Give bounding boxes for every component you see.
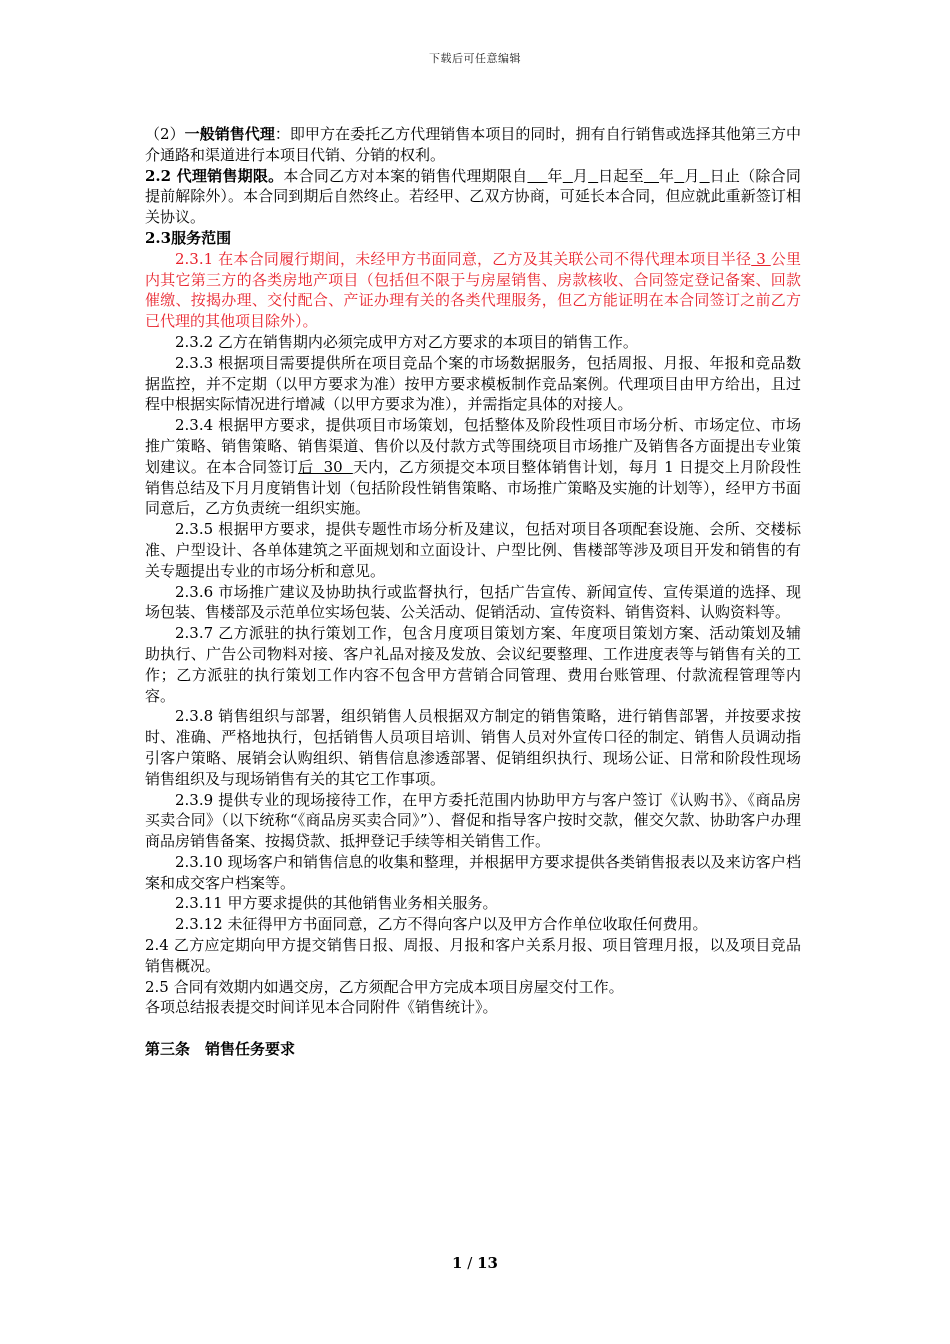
clause-general-agency: （2）一般销售代理：即甲方在委托乙方代理销售本项目的同时，拥有自行销售或选择其他第三方中介通路和渠道进行本项目代销、分销的权利。 [145,125,801,164]
blank-start-year [527,167,547,185]
clause-2-3-9: 2.3.9 提供专业的现场接待工作，在甲方委托范围内协助甲方与客户签订《认购书》、《商品房买卖合同》（以下统称“《商品房买卖合同》”）、督促和指导客户按时交款，催交欠款、协助客户办理商品房销售备案、按揭贷款、抵押登记手续等相关销售工作。 [145,790,801,851]
clause-2-3-12: 2.3.12 未征得甲方书面同意，乙方不得向客户以及甲方合作单位收取任何费用。 [175,915,708,934]
clause-2-3-6: 2.3.6 市场推广建议及协助执行或监督执行，包括广告宣传、新闻宣传、宣传渠道的选择、现场包装、售楼部及示范单位实场包装、公关活动、促销活动、宣传资料、销售资料、认购资料等。 [145,582,801,622]
clause-2-5: 2.5 合同有效期内如遇交房，乙方须配合甲方完成本项目房屋交付工作。 [145,977,624,996]
heading-2-3: 2.3服务范围 [145,228,232,247]
blank-end-month [674,167,684,185]
blank-line [145,1018,801,1039]
blank-start-day [588,167,598,185]
clause-2-3-1: 2.3.1 在本合同履行期间，未经甲方书面同意，乙方及其关联公司不得代理本项目半径 3 公里内其它第三方的各类房地产项目（包括但不限于与房屋销售、房款核收、合同签定登记备案、回款催缴、按揭办理、交付配合、产证办理有关的各类代理服务，但乙方能证明在本合同签订之前乙方已代理的其他项目除外）。 [145,249,801,331]
clause-2-3-11: 2.3.11 甲方要求提供的其他销售业务相关服务。 [175,894,498,913]
page-current: 1 [452,1254,463,1272]
page-header: 下载后可任意编辑 [429,52,521,65]
page-separator: / [462,1254,478,1272]
clause-2-4: 2.4 乙方应定期向甲方提交销售日报、周报、月报和客户关系月报、项目管理月报，以及项目竞品销售概况。 [145,936,801,975]
clause-2-3-3: 2.3.3 根据项目需要提供所在项目竞品个案的市场数据服务，包括周报、月报、年报和竞品数据监控，并不定期（以甲方要求为准）按甲方要求模板制作竞品案例。代理项目由甲方给出，且过程中根据实际情况进行增减（以甲方要求为准），并需指定具体的对接人。 [145,353,801,414]
clause-2-2: 2.2 代理销售期限。本合同乙方对本案的销售代理期限自 年 月 日起至 年 月 日止（除合同提前解除外）。本合同到期后自然终止。若经甲、乙双方协商，可延长本合同，但应就此重新签订相关协议。 [145,166,801,227]
days-value: 后 30 [298,457,353,476]
blank-start-month [563,167,573,185]
heading-2-2: 2.2 代理销售期限。 [145,166,284,185]
clause-2-3-10: 2.3.10 现场客户和销售信息的收集和整理，并根据甲方要求提供各类销售报表以及来访客户档案和成交客户档案等。 [145,852,801,892]
heading-article-3: 第三条 销售任务要求 [145,1040,296,1059]
blank-end-year [644,167,659,185]
page-total: 13 [477,1254,498,1272]
clause-2-3-7: 2.3.7 乙方派驻的执行策划工作，包含月度项目策划方案、年度项目策划方案、活动策划及辅助执行、广告公司物料对接、客户礼品对接及发放、会议纪要整理、工作进度表等与销售有关的工作；乙方派驻的执行策划工作内容不包含甲方营销合同管理、费用台账管理、付款流程管理等内容。 [145,624,801,705]
clause-2-3-8: 2.3.8 销售组织与部署，组织销售人员根据双方制定的销售策略，进行销售部署，并按要求按时、准确、严格地执行，包括销售人员项目培训、销售人员对外宣传口径的制定、销售人员调动指引客户策略、展销会认购组织、销售信息渗透部署、促销组织执行、现场公证、日常和阶段性现场销售组织及与现场销售有关的其它工作事项。 [145,707,801,788]
document-body [145,124,801,1060]
report-note: 各项总结报表提交时间详见本合同附件《销售统计》。 [145,998,498,1017]
term-general-agency: 一般销售代理 [184,125,275,143]
clause-2-3-5: 2.3.5 根据甲方要求，提供专题性市场分析及建议，包括对项目各项配套设施、会所、交楼标准、户型设计、各单体建筑之平面规划和立面设计、户型比例、售楼部等涉及项目开发和销售的有关专题提出专业的市场分析和意见。 [145,520,801,580]
clause-2-3-2: 2.3.2 乙方在销售期内必须完成甲方对乙方要求的本项目的销售工作。 [175,332,638,351]
radius-value: 3 [751,249,771,268]
page-number [0,1254,950,1272]
blank-end-day [700,167,710,185]
clause-2-3-4: 2.3.4 根据甲方要求，提供项目市场策划，包括整体及阶段性项目市场分析、市场定位、市场推广策略、销售策略、销售渠道、售价以及付款方式等围绕项目市场推广及销售各方面提出专业策划建议。在本合同签订后 30 天内，乙方须提交本项目整体销售计划，每月 1 日提交上月阶段性销售总结及下月月度销售计划（包括阶段性销售策略、市场推广策略及实施的计划等），经甲方书面同意后，乙方负责统一组织实施。 [145,416,801,518]
